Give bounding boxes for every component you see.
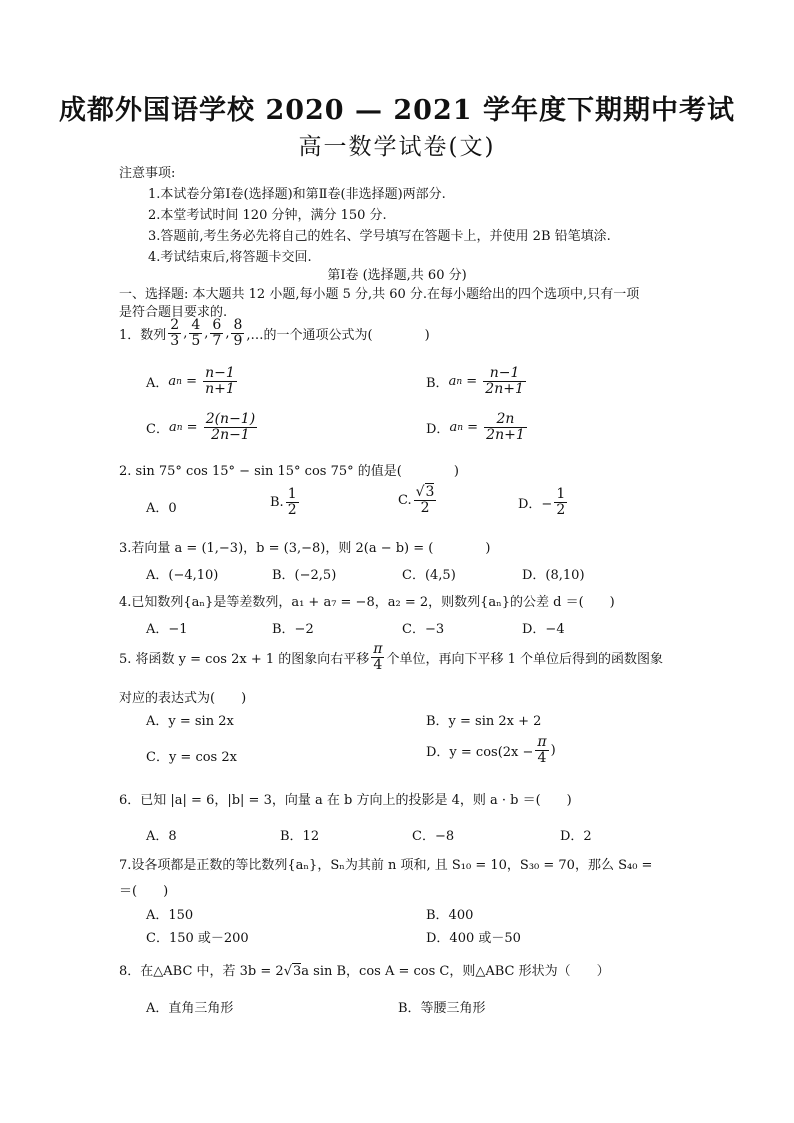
question-2-stem: 2. sin 75° cos 15° − sin 15° cos 75° 的值是( )	[119, 464, 459, 479]
q7-option-a[interactable]: A．150	[146, 908, 194, 923]
q7-option-d[interactable]: D．400 或－50	[426, 931, 521, 946]
q6-option-b[interactable]: B．12	[280, 829, 320, 844]
section-title: 第Ⅰ卷 (选择题,共 60 分)	[327, 268, 467, 283]
q5-option-a[interactable]: A．y = sin 2x	[146, 714, 234, 729]
notice-item: 1.本试卷分第Ⅰ卷(选择题)和第Ⅱ卷(非选择题)两部分.	[148, 187, 446, 202]
question-8-stem: 8．在△ABC 中，若 3b = 2√3a sin B，cos A = cos C，则△ABC 形状为（ ）	[119, 964, 610, 979]
q8-option-a[interactable]: A．直角三角形	[146, 1001, 234, 1016]
q1-option-a[interactable]: A． a n = $\frac{n-1}{n+1}$	[146, 365, 235, 397]
question-3-stem: 3.若向量 a = (1,−3)，b = (3,−8)，则 2(a − b) = ( )	[119, 541, 491, 556]
q7-option-c[interactable]: C．150 或－200	[146, 931, 249, 946]
q3-option-d[interactable]: D．(8,10)	[522, 568, 585, 583]
q4-option-a[interactable]: A．−1	[146, 622, 188, 637]
q5-option-b[interactable]: B．y = sin 2x + 2	[426, 714, 542, 729]
q2-option-c[interactable]: C. $\frac{√3}{2}$	[398, 484, 435, 516]
q1-option-c[interactable]: C． a n = $\frac{2(n-1)}{2n-1}$	[146, 411, 256, 443]
q7-option-b[interactable]: B．400	[426, 908, 474, 923]
q6-option-c[interactable]: C．−8	[412, 829, 455, 844]
question-6-stem: 6．已知 |a| = 6，|b| = 3，向量 a 在 b 方向上的投影是 4，则 a · b ＝( )	[119, 793, 572, 808]
q4-option-b[interactable]: B．−2	[272, 622, 314, 637]
notice-item: 2.本堂考试时间 120 分钟，满分 150 分.	[148, 208, 387, 223]
q3-option-a[interactable]: A．(−4,10)	[146, 568, 219, 583]
exam-title: 成都外国语学校 2020 — 2021 学年度下期期中考试	[59, 95, 735, 126]
q1-suffix: ,…的一个通项公式为( )	[246, 328, 430, 343]
q6-option-d[interactable]: D．2	[560, 829, 592, 844]
notice-item: 4.考试结束后,将答题卡交回.	[148, 250, 312, 265]
question-7-stem: 7.设各项都是正数的等比数列{aₙ}，Sₙ为其前 n 项和, 且 S₁₀ = 10，S₃₀ = 70，那么 S₄₀ =	[119, 858, 653, 873]
notice-item: 3.答题前,考生务必先将自己的姓名、学号填写在答题卡上，并使用 2B 铅笔填涂.	[148, 229, 611, 244]
q1-term-3: $\frac{6}{7}$	[212, 317, 222, 349]
question-1-stem: 1．数列 $\frac{2}{3}$ , $\frac{4}{5}$ , $\frac{6}{7}$ , $\frac{8}{9}$ ,…的一个通项公式为( )	[119, 317, 430, 349]
section-instruction: 是符合题目要求的.	[119, 305, 228, 320]
q6-option-a[interactable]: A．8	[146, 829, 177, 844]
question-4-stem: 4.已知数列{aₙ}是等差数列，a₁ + a₇ = −8，a₂ = 2，则数列{aₙ}的公差 d ＝( )	[119, 595, 615, 610]
q1-term-2: $\frac{4}{5}$	[191, 317, 201, 349]
q8-option-b[interactable]: B．等腰三角形	[398, 1001, 486, 1016]
exam-subtitle: 高一数学试卷(文)	[298, 134, 496, 160]
question-7-stem-line2: ＝( )	[119, 884, 169, 899]
q5-option-c[interactable]: C．y = cos 2x	[146, 750, 237, 765]
question-5-stem-line2: 对应的表达式为( )	[119, 691, 247, 706]
q2-option-a[interactable]: A．0	[146, 501, 177, 516]
q2-option-d[interactable]: D．− $\frac{1}{2}$	[518, 486, 566, 518]
q1-term-4: $\frac{8}{9}$	[233, 317, 243, 349]
q5-option-d[interactable]: D．y = cos(2x − $\frac{\pi}{4}$ )	[426, 734, 556, 766]
notice-heading: 注意事项:	[119, 166, 176, 181]
question-5-stem: 5. 将函数 y = cos 2x + 1 的图象向右平移 $\frac{\pi}{4}$ 个单位，再向下平移 1 个单位后得到的函数图象	[119, 641, 663, 673]
q2-option-b[interactable]: B. $\frac{1}{2}$	[270, 486, 297, 518]
q1-term-1: $\frac{2}{3}$	[170, 317, 180, 349]
q1-option-b[interactable]: B． a n = $\frac{n-1}{2n+1}$	[426, 365, 524, 397]
section-instruction: 一、选择题: 本大题共 12 小题,每小题 5 分,共 60 分.在每小题给出的四个选项中,只有一项	[119, 287, 640, 302]
q4-option-c[interactable]: C．−3	[402, 622, 445, 637]
q1-option-d[interactable]: D． a n = $\frac{2n}{2n+1}$	[426, 411, 525, 443]
q3-option-b[interactable]: B．(−2,5)	[272, 568, 337, 583]
q3-option-c[interactable]: C．(4,5)	[402, 568, 456, 583]
q4-option-d[interactable]: D．−4	[522, 622, 565, 637]
q1-prefix: 1．数列	[119, 328, 167, 343]
